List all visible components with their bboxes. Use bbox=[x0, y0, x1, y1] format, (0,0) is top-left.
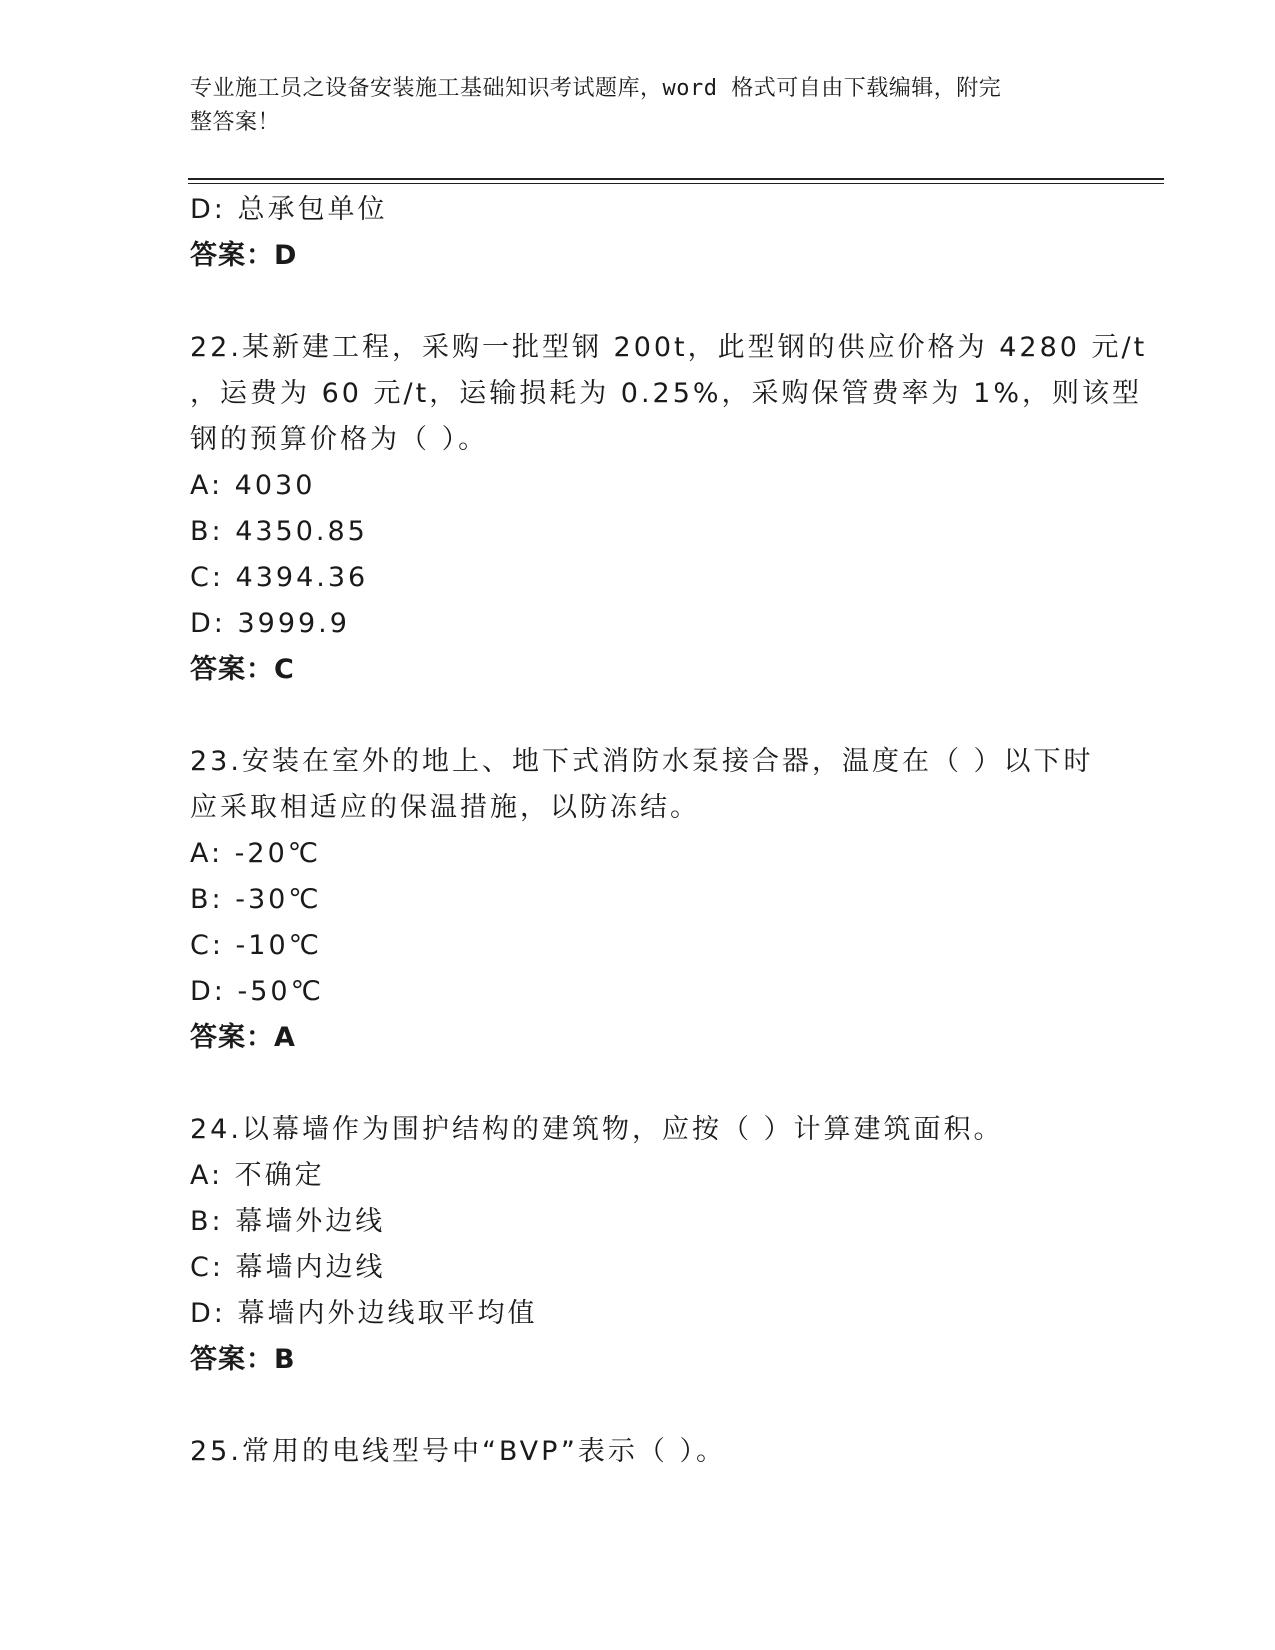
header-line-1: 专业施工员之设备安装施工基础知识考试题库，word 格式可自由下载编辑，附完 bbox=[190, 76, 1002, 101]
question-text: 23.安装在室外的地上、地下式消防水泵接合器，温度在（ ）以下时 bbox=[190, 746, 1094, 777]
question-text: ，运费为 60 元/t，运输损耗为 0.25%，采购保管费率为 1%，则该型 bbox=[190, 378, 1142, 409]
question-list bbox=[190, 187, 1148, 1475]
option-c: C: 4394.36 bbox=[190, 562, 369, 593]
answer-line: 答案：C bbox=[190, 654, 295, 685]
option-c: C: -10℃ bbox=[190, 930, 322, 961]
answer-line: 答案：B bbox=[190, 1344, 296, 1375]
spacer bbox=[190, 693, 1090, 739]
answer-line: 答案：A bbox=[190, 1022, 296, 1053]
question-24 bbox=[190, 1107, 1090, 1383]
question-22 bbox=[190, 325, 1148, 693]
option-b: B: 4350.85 bbox=[190, 516, 368, 547]
option-d: D: 3999.9 bbox=[190, 608, 350, 639]
option-a: A: 4030 bbox=[190, 470, 316, 501]
option-d: D: -50℃ bbox=[190, 976, 324, 1007]
spacer bbox=[190, 1061, 1090, 1107]
option-c: C: 幕墙内边线 bbox=[190, 1252, 386, 1283]
option-d: D: 幕墙内外边线取平均值 bbox=[190, 1298, 538, 1329]
question-25 bbox=[190, 1429, 1090, 1475]
document-header bbox=[190, 72, 1070, 140]
answer-line: 答案：D bbox=[190, 240, 298, 271]
question-text: 钢的预算价格为（ ）。 bbox=[190, 424, 489, 455]
option-a: A: 不确定 bbox=[190, 1160, 325, 1191]
header-line-2: 整答案！ bbox=[190, 110, 281, 135]
spacer bbox=[190, 1383, 1090, 1429]
question-text: 25.常用的电线型号中“BVP”表示（ ）。 bbox=[190, 1436, 726, 1467]
option-d: D: 总承包单位 bbox=[190, 194, 388, 225]
option-b: B: -30℃ bbox=[190, 884, 322, 915]
spacer bbox=[190, 279, 1090, 325]
question-text: 24.以幕墙作为围护结构的建筑物，应按（ ）计算建筑面积。 bbox=[190, 1114, 1004, 1145]
question-text: 22.某新建工程，采购一批型钢 200t，此型钢的供应价格为 4280 元/t bbox=[190, 332, 1148, 363]
option-a: A: -20℃ bbox=[190, 838, 322, 869]
question-23 bbox=[190, 739, 1094, 1061]
question-text: 应采取相适应的保温措施，以防冻结。 bbox=[190, 792, 700, 823]
option-b: B: 幕墙外边线 bbox=[190, 1206, 386, 1237]
header-divider-thin bbox=[188, 183, 1164, 184]
header-divider-thick bbox=[188, 178, 1164, 180]
